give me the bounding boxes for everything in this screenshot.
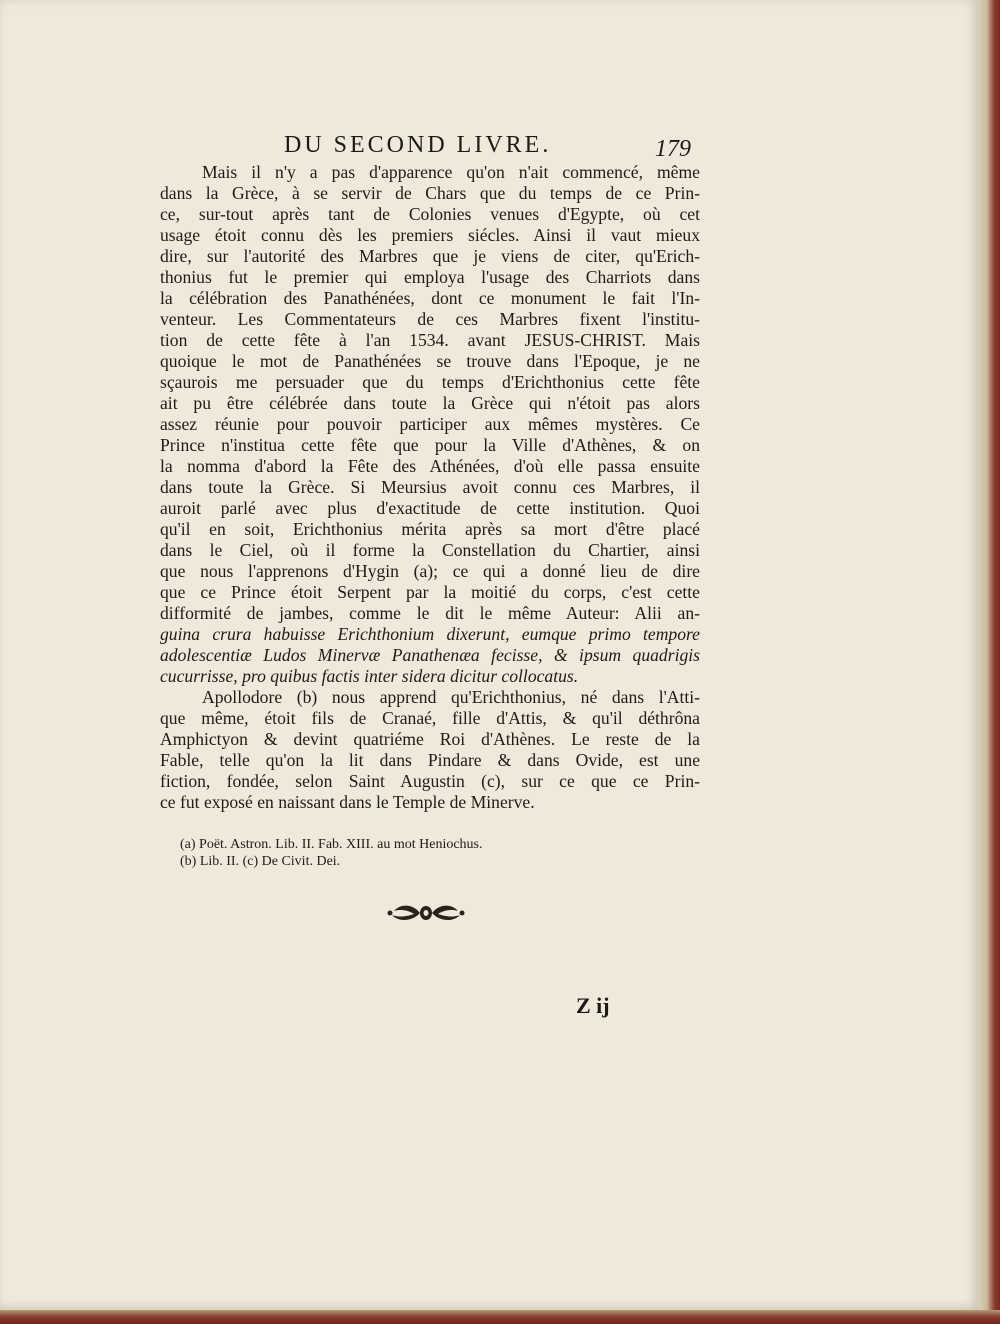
signature-mark: Z ij	[576, 993, 610, 1018]
text-line: que même, étoit fils de Cranaé, fille d'Attis, & qu'il déthrôna	[160, 708, 700, 728]
latin-quote-line: guina crura habuisse Erichthonium dixerunt, eumque primo tempore	[160, 624, 700, 644]
text-line: ce, sur-tout après tant de Colonies venues d'Egypte, où cet	[160, 204, 700, 224]
main-text	[160, 162, 700, 813]
text-line: fiction, fondée, selon Saint Augustin (c), sur ce que ce Prin-	[160, 771, 700, 791]
text-line: Fable, telle qu'on la lit dans Pindare & dans Ovide, est une	[160, 750, 700, 770]
running-head: DU SECOND LIVRE.	[284, 132, 552, 158]
text-line: ait pu être célébrée dans toute la Grèce qui n'étoit pas alors	[160, 393, 700, 413]
text-line: dire, sur l'autorité des Marbres que je viens de citer, qu'Erich-	[160, 246, 700, 266]
text-line: quoique le mot de Panathénées se trouve dans l'Epoque, je ne	[160, 351, 700, 371]
text-line: Mais il n'y a pas d'apparence qu'on n'ait commencé, même	[202, 162, 700, 182]
page-number: 179	[655, 136, 691, 162]
text-line: usage étoit connu dès les premiers siécles. Ainsi il vaut mieux	[160, 225, 700, 245]
text-line: dans toute la Grèce. Si Meursius avoit connu ces Marbres, il	[160, 477, 700, 497]
paragraph-2	[160, 687, 700, 813]
latin-quote-line: cucurrisse, pro quibus factis inter sidera dicitur collocatus.	[160, 666, 579, 686]
text-line: difformité de jambes, comme le dit le même Auteur: Alii an-	[160, 603, 700, 623]
text-line: la célébration des Panathénées, dont ce monument le fait l'In-	[160, 288, 700, 308]
binding-edge	[0, 1310, 1000, 1324]
text-line: dans le Ciel, où il forme la Constellation du Chartier, ainsi	[160, 540, 700, 560]
tailpiece-ornament-icon	[386, 900, 466, 926]
footnote-a: (a) Poët. Astron. Lib. II. Fab. XIII. au mot Heniochus.	[180, 837, 483, 852]
text-line: que ce Prince étoit Serpent par la moitié du corps, c'est cette	[160, 582, 700, 602]
text-line: qu'il en soit, Erichthonius mérita après sa mort d'être placé	[160, 519, 700, 539]
text-line: ce fut exposé en naissant dans le Temple de Minerve.	[160, 792, 535, 812]
text-line: venteur. Les Commentateurs de ces Marbres fixent l'institu-	[160, 309, 700, 329]
text-line: Prince n'institua cette fête que pour la Ville d'Athènes, & on	[160, 435, 700, 455]
text-line: tion de cette fête à l'an 1534. avant JESUS-CHRIST. Mais	[160, 330, 700, 350]
paragraph-1	[160, 162, 700, 687]
latin-quote-line: adolescentiæ Ludos Minervæ Panathenæa fecisse, & ipsum quadrigis	[160, 645, 700, 665]
footnote-b-c: (b) Lib. II. (c) De Civit. Dei.	[180, 854, 341, 869]
text-line: auroit parlé avec plus d'exactitude de cette institution. Quoi	[160, 498, 700, 518]
text-line: Amphictyon & devint quatriéme Roi d'Athènes. Le reste de la	[160, 729, 700, 749]
text-line: que nous l'apprenons d'Hygin (a); ce qui a donné lieu de dire	[160, 561, 700, 581]
text-line: dans la Grèce, à se servir de Chars que du temps de ce Prin-	[160, 183, 700, 203]
footnotes	[180, 836, 640, 870]
text-line: thonius fut le premier qui employa l'usage des Charriots dans	[160, 267, 700, 287]
text-line: Apollodore (b) nous apprend qu'Erichthonius, né dans l'Atti-	[202, 687, 700, 707]
text-line: la nomma d'abord la Fête des Athénées, d'où elle passa ensuite	[160, 456, 700, 476]
page-edge	[978, 0, 1000, 1324]
text-line: assez réunie pour pouvoir participer aux mêmes mystères. Ce	[160, 414, 700, 434]
text-line: sçaurois me persuader que du temps d'Erichthonius cette fête	[160, 372, 700, 392]
